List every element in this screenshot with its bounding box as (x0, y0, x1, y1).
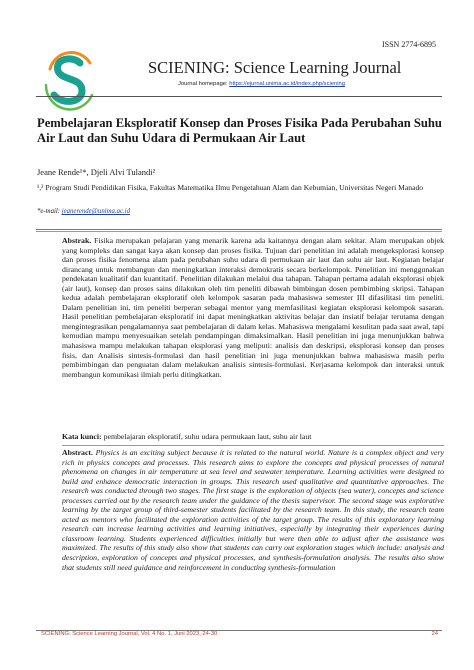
abstract-id-label: Abstrak. (62, 236, 92, 245)
sciening-logo-icon (36, 49, 104, 111)
page-number: 24 (431, 631, 438, 637)
abstract-divider-mid (62, 445, 444, 446)
keywords (62, 432, 444, 442)
author-affiliation: ¹,² Program Studi Pendidikan Fisika, Fakultas Matematika Ilmu Pengetahuan Alam dan Kebumian, Universitas Negeri Manado (37, 183, 424, 192)
email-link[interactable]: jeanerende@unima.ac.id (61, 208, 131, 215)
article-authors: Jeane Rende¹*, Djeli Alvi Tulandi² (37, 167, 156, 177)
journal-logo (36, 49, 104, 111)
issn-label: ISSN 2774-6895 (381, 40, 436, 49)
abstract-divider-top (36, 229, 442, 230)
abstract-id-text: Fisika merupakan pelajaran yang menarik karena ada kaitannya dengan alam sekitar. Alam merupakan objek yang kompleks dan sangat kaya akan konsep dan proses fisika. Tujuan dari penelitian ini adalah mengeksplorasi konsep dan proses fisika fenomena alam pada perubahan suhu udara di permukaan air laut dan suhu air laut. Kegiatan belajar dirancang untuk membangun dan meningkatkan interaksi demokratis secara berkelompok. Penelitian ini menggunakan pendekatan kualitatif dan kuantitatif. Penelitian dilakukan melalui dua tahapan. Tahapan pertama adalah eksplorasi objek (air laut), konsep dan proses sains dilakukan oleh tim peneliti dibawah bimbingan dosen pembimbing skripsi. Tahapan kedua adalah pembelajaran eksploratif oleh kelompok sasaran pada mahasiswa semester III difasilitasi tim peneliti. Dalam penelitian ini, tim peneliti berperan sebagai mentor yang memfasilitasi kegiatan eksplorasi kelompok sasaran. Hasil penelitian pembelajaran eksploratif ini dapat meningkatkan aktivitas belajar dan insiatif belajar terutama dengan mengintegrasikan pengalamannya saat pembelajaran di dalam kelas. Mahasiswa mengalami kesulitan pada saat awal, tapi kemudian mampu menyesuaikan setelah pendampingan dimaksimalkan. Hasil penelitian ini juga menunjukkan bahwa mahasiswa mampu melakukan tahapan eksplorasi yang meliputi: analisis dan deskripsi, eksplorasi konsep dan proses fisis, dan Analisis sintesis-formulasi dan hasil penelitian ini juga menunjukkan bahwa mahasiswa masih perlu pembimbingan dan penguatan dalam melakukan analisis sintesis-formulasi. Kerjasama kelompok dan interaksi untuk membangun komunikasi ilmiah perlu ditingkatkan. (62, 236, 445, 379)
abstract-indonesian (62, 236, 444, 379)
abstract-en-label: Abstract. (62, 448, 93, 457)
email-label: *e-mail: (37, 208, 61, 215)
abstract-english (62, 448, 444, 572)
journal-title: SCIENING: Science Learning Journal (148, 58, 402, 77)
homepage-link[interactable]: https://ejurnal.unima.ac.id/index.php/sciening (229, 81, 345, 87)
abstract-divider-top-2 (36, 231, 442, 232)
corresponding-email (37, 208, 130, 215)
abstract-en-text: Physics is an exciting subject because it is related to the natural world. Nature is a complex object and very rich in physics concepts and processes. This research aims to explore the concepts and physical processes of natural phenomena on changes in air temperature at sea level and seawater temperature. Learning activities were designed to build and enhance democratic interaction in groups. This research used qualitative and quantitative approaches. The research was conducted through two stages. The first stage is the exploration of objects (sea water), concepts and science processes carried out by the research team under the guidance of the thesis supervisor. The second stage was explorative learning by the target group of third-semester students facilitated by the research team. In this study, the research team acted as mentors who facilitated the exploration activities of the target group. The results of this exploratory learning research can increase learning activities and learning initiatives, especially by integrating their experiences during classroom learning. Students experienced difficulties initially but were then able to adjust after the assistance was maximized. The results of this study also show that students can carry out exploration stages which include: analysis and description, exploration of concepts and physical processes, and synthesis-formulation analysis. The results also show that students still need guidance and reinforcement in conducting synthesis-formulation (62, 448, 444, 572)
article-title: Pembelajaran Eksploratif Konsep dan Proses Fisika Pada Perubahan Suhu Air Laut dan Suhu Udara di Permukaan Air Laut (37, 116, 442, 145)
journal-homepage (178, 81, 345, 87)
header-divider (36, 96, 442, 97)
homepage-label: Journal homepage: (178, 81, 228, 87)
keywords-text: pembelajaran eksploratif, suhu udara permukaan laut, suhu air laut (103, 432, 312, 441)
footer-citation: SCIENING: Science Learning Journal, Vol. 4 No. 1, Juni 2023, 24-30 (41, 631, 218, 637)
keywords-label: Kata kunci: (62, 432, 102, 441)
